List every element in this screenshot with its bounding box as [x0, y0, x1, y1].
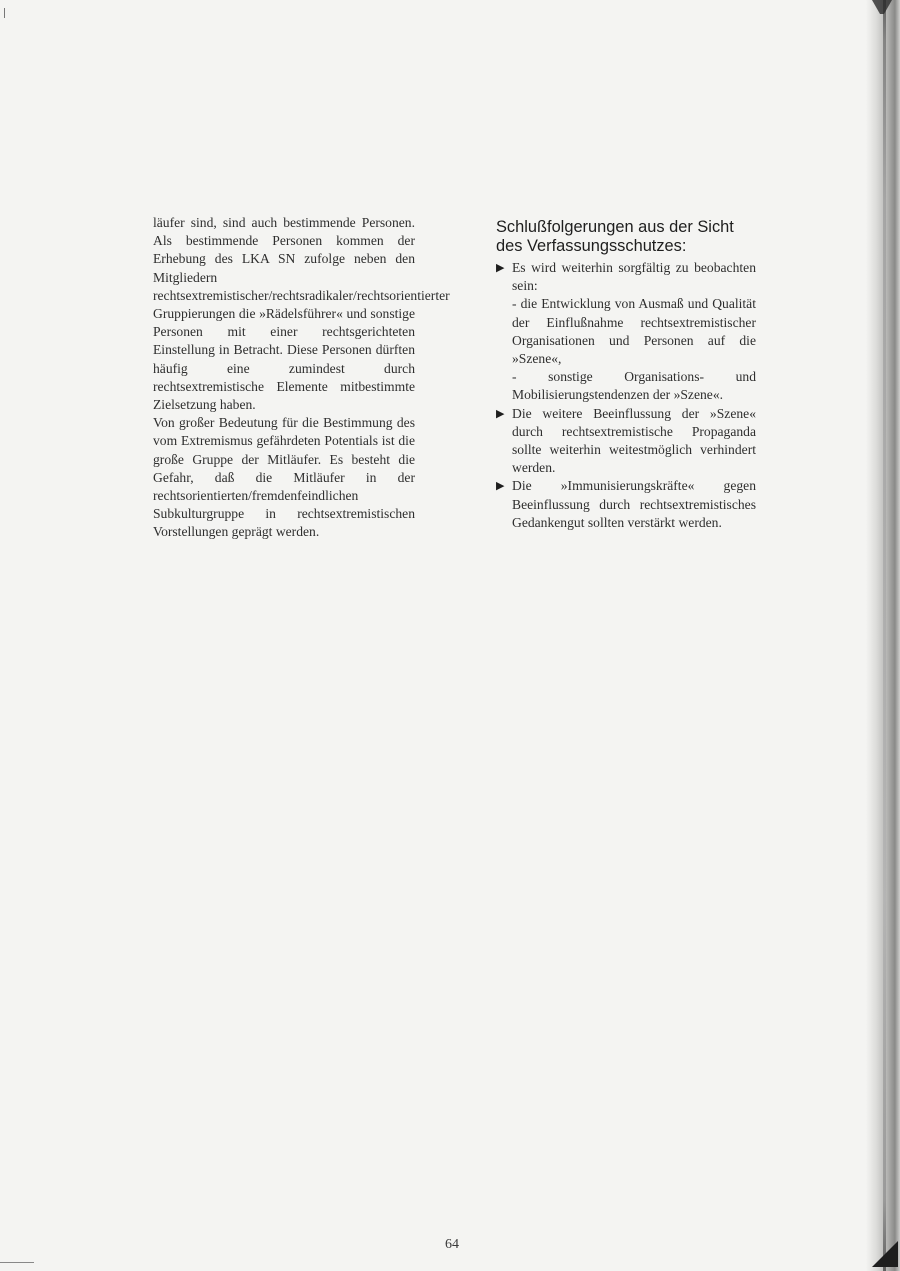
scan-line	[0, 1262, 34, 1263]
bullet-text: Die »Immunisierungskräfte« gegen Beeinflussung durch rechtsextremistisches Gedankengut sollten verstärkt werden.	[512, 478, 756, 530]
triangle-right-icon: ▶	[496, 480, 505, 493]
bullet-item	[496, 405, 756, 478]
right-column	[496, 218, 756, 532]
scan-tick	[4, 8, 5, 18]
bullet-item	[496, 477, 756, 532]
section-heading: Schlußfolgerungen aus der Sicht des Verfassungsschutzes:	[496, 218, 734, 255]
paragraph: Von großer Bedeutung für die Bestimmung des vom Extremismus gefährdeten Potentials ist die große Gruppe der Mitläufer. Es besteht die Gefahr, daß die Mitläufer in der rechtsorientierten/fremdenfeindlichen Subkulturgruppe in rechtsextremistischen Vorstellungen geprägt werden.	[153, 415, 415, 540]
bullet-body	[512, 477, 756, 532]
bullet-item	[496, 259, 756, 405]
bullet-subitem: - die Entwicklung von Ausmaß und Qualität der Einflußnahme rechtsextremistischer Organisationen und Personen auf die »Szene«,	[512, 296, 756, 367]
page-number: 64	[445, 1237, 459, 1252]
left-column	[153, 214, 450, 542]
bullet-body	[512, 259, 756, 405]
bullet-body	[512, 405, 756, 478]
paragraph: läufer sind, sind auch bestimmende Personen. Als bestimmende Personen kommen der Erhebung des LKA SN zufolge neben den Mitgliedern rechtsextremistischer/rechtsradikaler/rechtsorientierter Gruppierungen die »Rädelsführer« und sonstige Personen mit einer rechtsgerichteten Einstellung in Betracht. Diese Personen dürften häufig eine zumindest durch rechtsextremistische Elemente mitbestimmte Zielsetzung haben.	[153, 215, 450, 413]
bullet-text: Die weitere Beeinflussung der »Szene« durch rechtsextremistische Propaganda sollte weiterhin weitestmöglich verhindert werden.	[512, 405, 756, 476]
page-edge-line	[883, 0, 886, 1271]
bullet-text: Es wird weiterhin sorgfältig zu beobachten sein:	[512, 260, 756, 294]
bullet-subitem: - sonstige Organisations- und Mobilisierungstendenzen der »Szene«.	[512, 369, 756, 403]
triangle-right-icon: ▶	[496, 407, 505, 420]
triangle-right-icon: ▶	[496, 262, 505, 274]
